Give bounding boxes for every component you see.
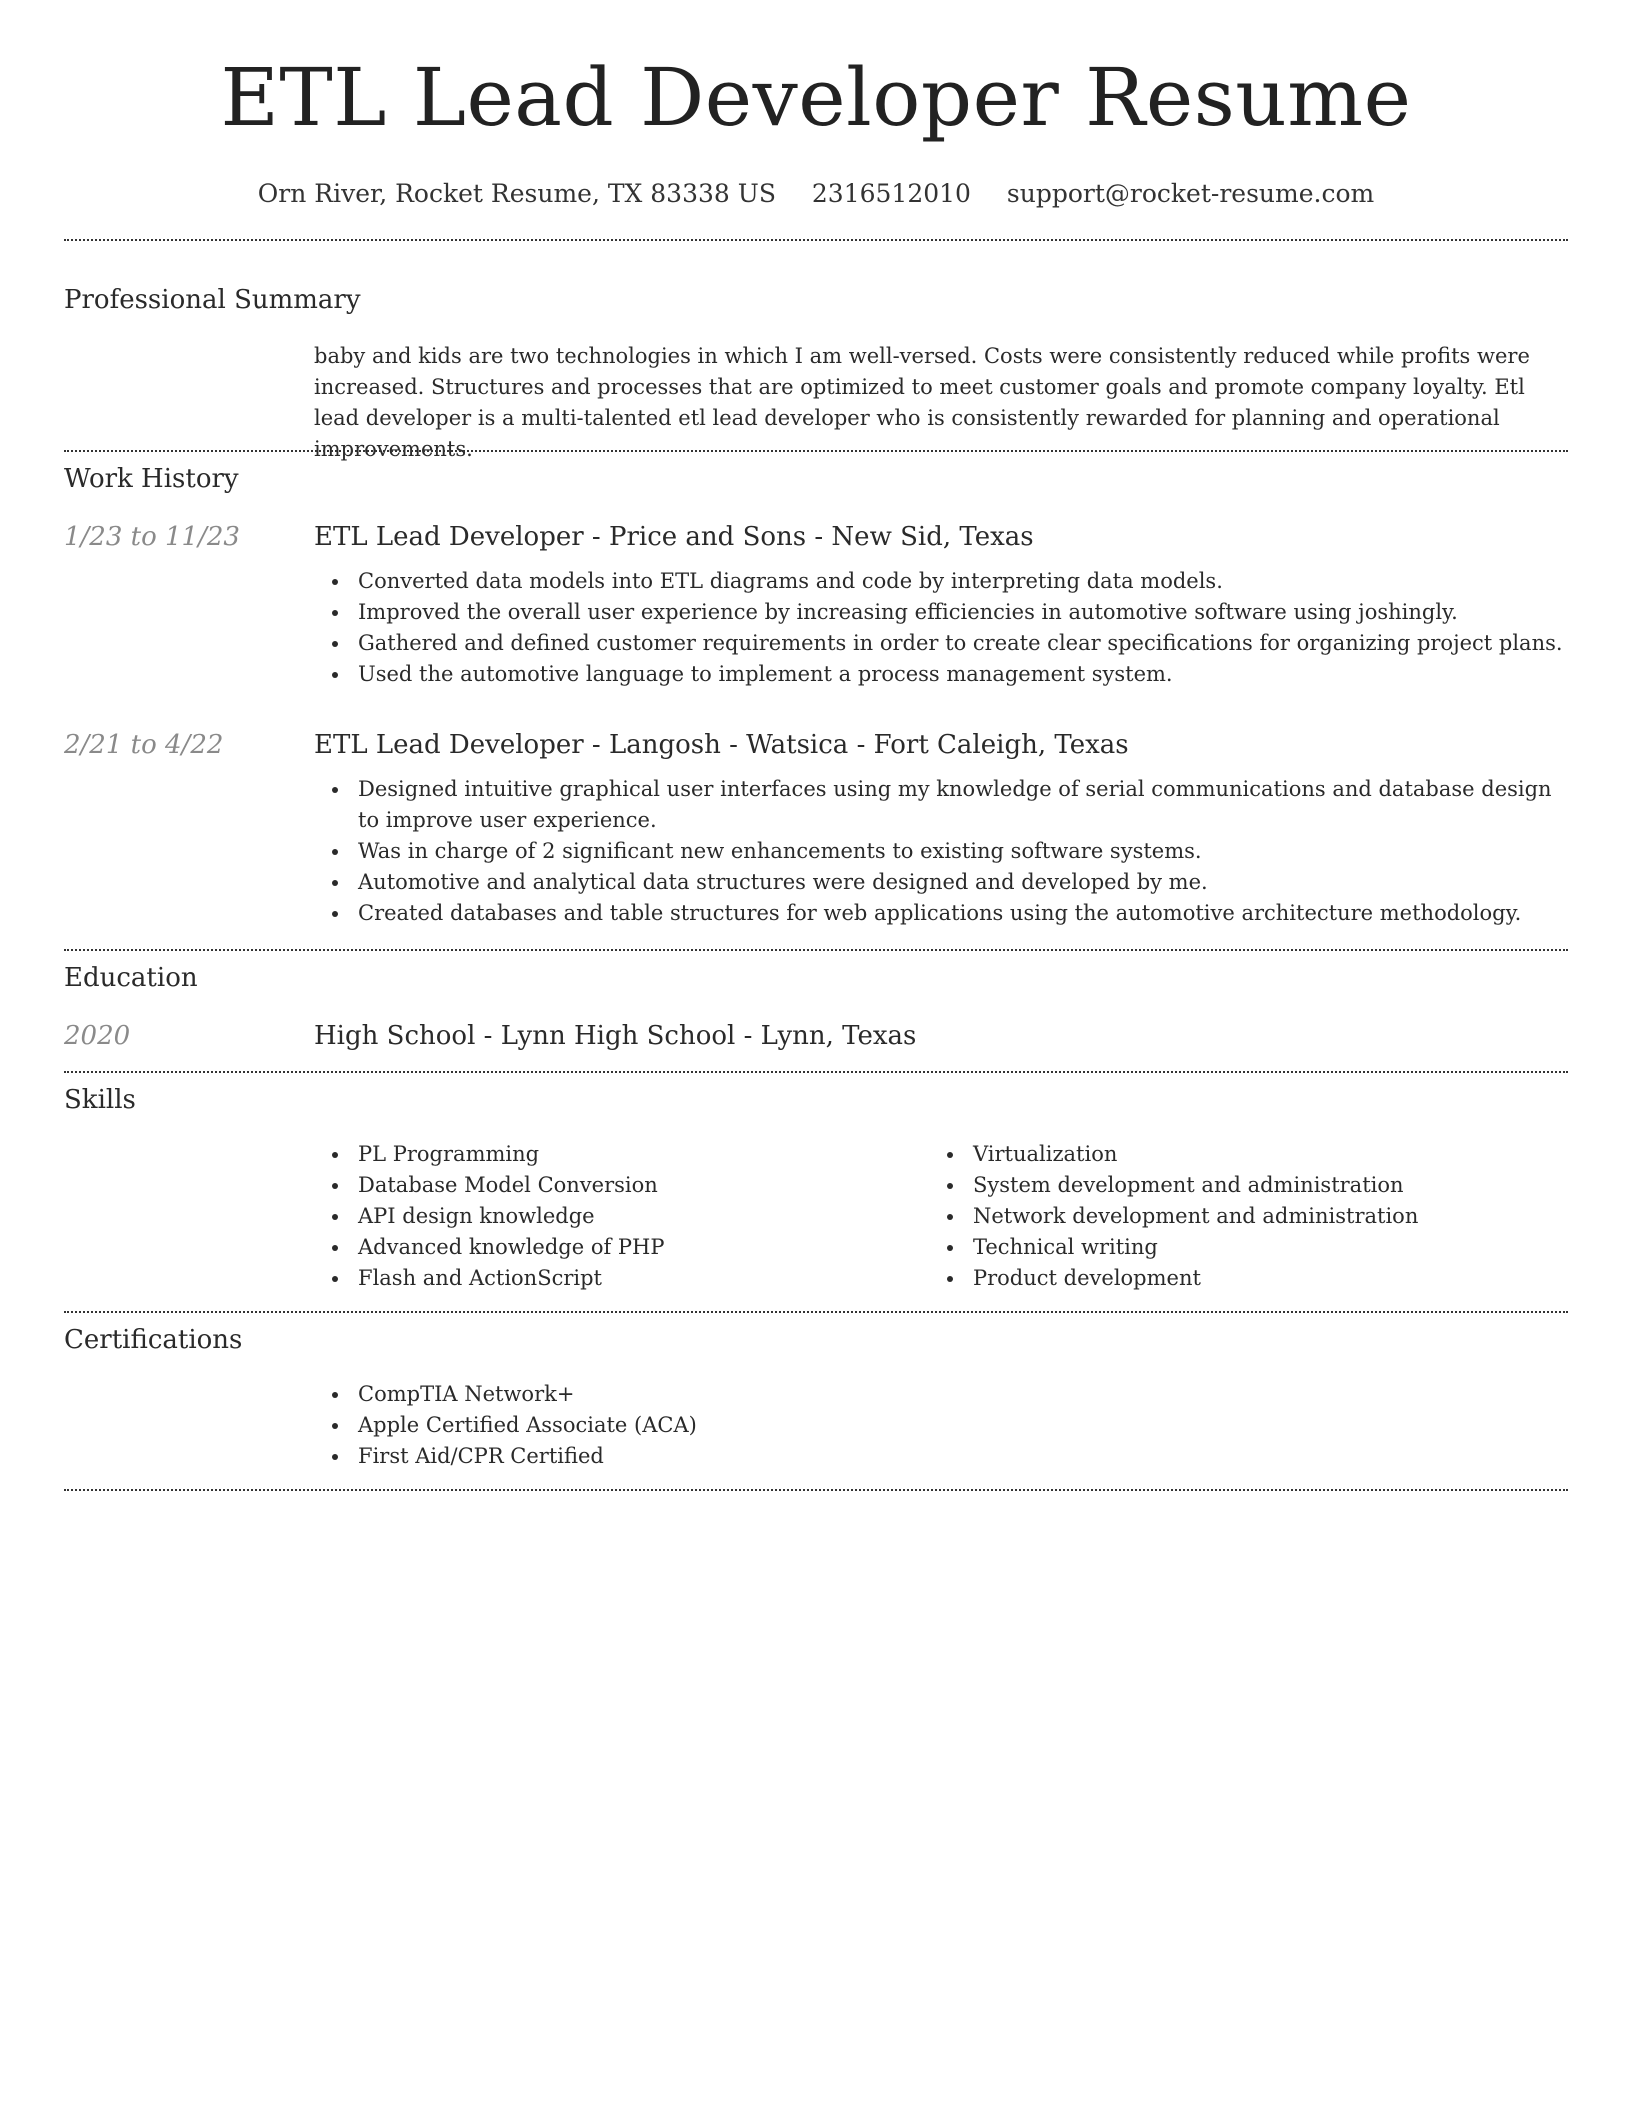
- resume-page: [64, 0, 1568, 1468]
- section-heading-education: Education: [64, 963, 198, 993]
- skills-list: [314, 1139, 929, 1294]
- list-item: Was in charge of 2 significant new enhancements to existing software systems.: [358, 836, 1568, 867]
- section-heading-certifications: Certifications: [64, 1325, 243, 1355]
- list-item: Network development and administration: [973, 1201, 1568, 1232]
- list-item: Technical writing: [973, 1232, 1568, 1263]
- job-dates: 1/23 to 11/23: [64, 522, 240, 552]
- divider-work: [64, 949, 1568, 951]
- list-item: Advanced knowledge of PHP: [358, 1232, 929, 1263]
- divider-skills: [64, 1311, 1568, 1313]
- certifications-list-wrap: [314, 1379, 1568, 1472]
- list-item: Database Model Conversion: [358, 1170, 929, 1201]
- list-item: Flash and ActionScript: [358, 1263, 929, 1294]
- list-item: Created databases and table structures for web applications using the automotive architecture methodology.: [358, 898, 1568, 929]
- contact-line: [64, 176, 1568, 212]
- education-year: 2020: [64, 1021, 131, 1051]
- contact-phone: 2316512010: [811, 179, 971, 208]
- divider-certifications: [64, 1489, 1568, 1491]
- list-item: Designed intuitive graphical user interfaces using my knowledge of serial communications and database design to improve user experience.: [358, 774, 1568, 836]
- list-item: Improved the overall user experience by increasing efficiencies in automotive software using joshingly.: [358, 597, 1568, 628]
- job-bullets: [314, 566, 1568, 690]
- resume-title: ETL Lead Developer Resume: [220, 51, 1412, 144]
- list-item: Apple Certified Associate (ACA): [358, 1410, 1568, 1441]
- list-item: CompTIA Network+: [358, 1379, 1568, 1410]
- job-title: ETL Lead Developer - Price and Sons - New Sid, Texas: [314, 522, 1034, 552]
- contact-email: support@rocket-resume.com: [1006, 179, 1375, 208]
- list-item: Converted data models into ETL diagrams and code by interpreting data models.: [358, 566, 1568, 597]
- divider-summary: [64, 450, 1568, 452]
- job-entry: [314, 519, 1568, 690]
- divider-header: [64, 239, 1568, 241]
- section-heading-summary: Professional Summary: [64, 285, 361, 315]
- list-item: PL Programming: [358, 1139, 929, 1170]
- job-title: ETL Lead Developer - Langosh - Watsica - Fort Caleigh, Texas: [314, 730, 1129, 760]
- list-item: API design knowledge: [358, 1201, 929, 1232]
- list-item: Used the automotive language to implement a process management system.: [358, 659, 1568, 690]
- certifications-list: [314, 1379, 1568, 1472]
- list-item: First Aid/CPR Certified: [358, 1441, 1568, 1472]
- divider-education: [64, 1071, 1568, 1073]
- list-item: System development and administration: [973, 1170, 1568, 1201]
- education-title: High School - Lynn High School - Lynn, Texas: [314, 1021, 917, 1051]
- list-item: Virtualization: [973, 1139, 1568, 1170]
- section-heading-work: Work History: [64, 464, 239, 494]
- skills-list: [929, 1139, 1568, 1294]
- list-item: Automotive and analytical data structures were designed and developed by me.: [358, 867, 1568, 898]
- skills-column-left: [314, 1139, 929, 1294]
- list-item: Product development: [973, 1263, 1568, 1294]
- summary-text: baby and kids are two technologies in which I am well-versed. Costs were consistently reduced while profits were increased. Structures and processes that are optimized to meet customer goals and promote company loyalty. Etl lead developer is a multi-talented etl lead developer who is consistently rewarded for planning and operational improvements.: [314, 344, 1530, 461]
- job-bullets: [314, 774, 1568, 929]
- job-entry: [314, 727, 1568, 929]
- section-heading-skills: Skills: [64, 1085, 136, 1115]
- list-item: Gathered and defined customer requirements in order to create clear specifications for organizing project plans.: [358, 628, 1568, 659]
- skills-column-right: [929, 1139, 1568, 1294]
- job-dates: 2/21 to 4/22: [64, 730, 224, 760]
- contact-address: Orn River, Rocket Resume, TX 83338 US: [257, 179, 776, 208]
